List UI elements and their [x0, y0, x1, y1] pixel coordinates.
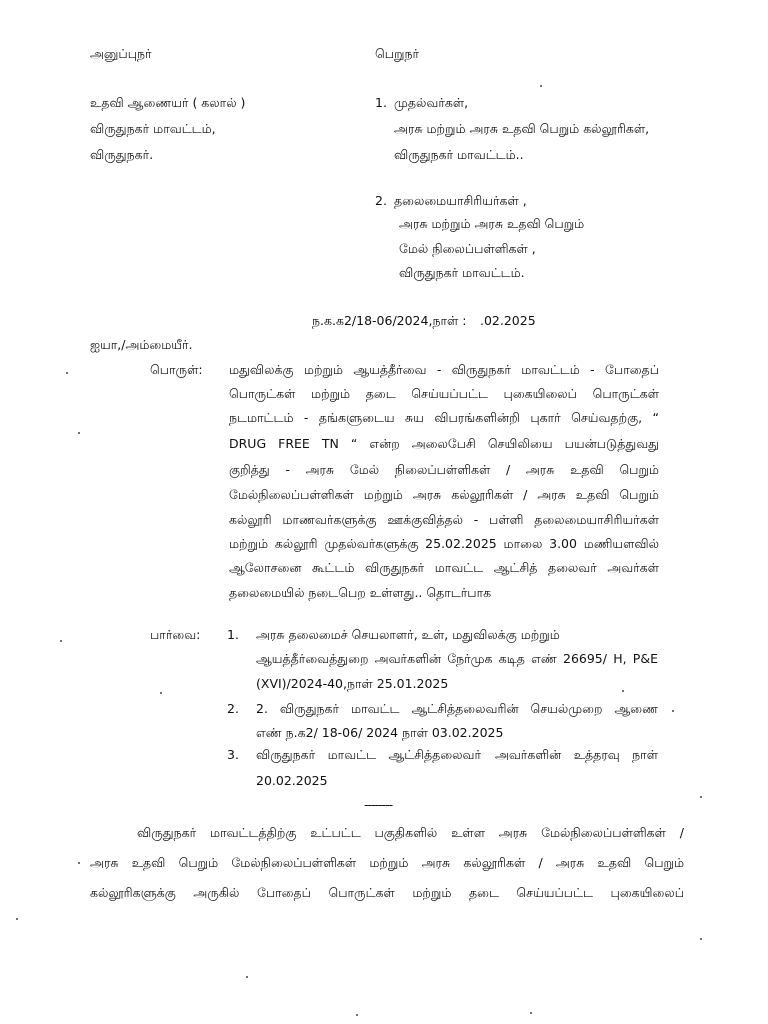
scan-speck: [160, 692, 162, 694]
text-line: விருதுநகர் மாவட்டத்திற்கு உட்பட்ட பகுதிகளில் உள்ள அரசு மேல்நிலைப்பள்ளிகள் /: [137, 825, 684, 840]
text-line: 2. விருதுநகர் மாவட்ட ஆட்சித்தலைவரின் செயல்முறை ஆணை: [256, 701, 658, 716]
recipient-line: அரசு மற்றும் அரசு உதவி பெறும்: [399, 216, 585, 231]
scan-speck: [60, 640, 62, 642]
reference-number: 2.: [227, 701, 239, 716]
text-line: அரசு தலைமைச் செயலாளர், உள், மதுவிலக்கு மற்றும்: [256, 627, 560, 642]
scan-speck: [246, 976, 248, 978]
reference-date: .02.2025: [480, 313, 536, 328]
scan-speck: [66, 372, 68, 374]
scan-speck: [78, 432, 80, 434]
text-line: விருதுநகர் மாவட்ட ஆட்சித்தலைவா் அவர்களின் உத்தரவு நாள்: [256, 747, 658, 762]
text-line: குறித்து - அரசு மேல் நிலைப்பள்ளிகள் / அரசு உதவி பெறும்: [229, 462, 659, 477]
text-line: மற்றும் கல்லூரி முதல்வர்களுக்கு 25.02.2025 மாலை 3.00 மணியளவில்: [229, 536, 659, 551]
text-line: மேல்நிலைப்பள்ளிகள் மற்றும் அரசு கல்லூரிகள் / அரசு உதவி பெறும்: [229, 487, 659, 502]
recipient-label: பெறுநர்: [375, 46, 420, 61]
text-line: எண் ந.க2/ 18-06/ 2024 நாள் 03.02.2025: [256, 725, 504, 740]
reference-number: 3.: [227, 747, 239, 762]
text-line: கல்லூரிகளுக்கு அருகில் போதைப் பொருட்கள் மற்றும் தடை செய்யப்பட்ட புகையிலைப்: [90, 885, 684, 900]
scan-speck: [672, 710, 674, 712]
subject-label: பொருள்:: [150, 362, 203, 377]
recipient-title: முதல்வர்கள்,: [394, 95, 469, 110]
text-line: பொருட்கள் மற்றும் தடை செய்யப்பட்ட புகையிலைப் பொருட்கள்: [229, 386, 659, 401]
scan-speck: [622, 690, 624, 692]
reference-number: 1.: [227, 627, 239, 642]
recipient-line: அரசு மற்றும் அரசு உதவி பெறும் கல்லூரிகள்,: [394, 121, 650, 136]
text-line: அரசு உதவி பெறும் மேல்நிலைப்பள்ளிகள் மற்றும் அரசு கல்லூரிகள் / அரசு உதவி பெறும்: [90, 855, 684, 870]
salutation: ஐயா,/அம்மையீர்.: [90, 337, 193, 352]
scan-speck: [78, 862, 80, 864]
sender-line: விருதுநகர் மாவட்டம்,: [90, 121, 216, 136]
text-line: நடமாட்டம் - தங்களுடைய சுய விபரங்களின்றி புகார் செய்வதற்கு, “: [229, 410, 659, 425]
text-line: தலைமையில் நடைபெற உள்ளது.. தொடர்பாக: [229, 585, 492, 600]
text-line: 20.02.2025: [256, 773, 328, 788]
scan-speck: [700, 938, 702, 940]
sender-line: விருதுநகர்.: [90, 147, 154, 162]
text-line: ஆலோசனை கூட்டம் விருதுநகர் மாவட்ட ஆட்சித் தலைவர் அவர்கள்: [229, 560, 659, 575]
separator: --------: [364, 797, 393, 812]
text-line: ஆயத்தீர்வைத்துறை அவர்களின் நேர்முக கடித எண் 26695/ H, P&E: [256, 651, 658, 666]
scan-speck: [540, 85, 542, 87]
references-label: பார்வை:: [150, 627, 201, 642]
recipient-line: மேல் நிலைப்பள்ளிகள் ,: [399, 241, 536, 256]
recipient-title: தலைமையாசிரியர்கள் ,: [394, 193, 527, 208]
recipient-number: 2.: [375, 193, 387, 208]
sender-label: அனுப்புநர்: [90, 46, 152, 61]
recipient-line: விருதுநகர் மாவட்டம்.: [399, 265, 525, 280]
text-line: (XVI)/2024-40,நாள் 25.01.2025: [256, 676, 449, 691]
scan-speck: [530, 1012, 532, 1014]
sender-line: உதவி ஆணையர் ( கலால் ): [90, 95, 246, 110]
reference-number: ந.க.க2/18-06/2024,நாள் :: [312, 313, 467, 328]
text-line: கல்லூரி மாணவர்களுக்கு ஊக்குவித்தல் - பள்ளி தலைமையாசிரியர்கள்: [229, 512, 659, 527]
scan-speck: [700, 796, 702, 798]
text-line: DRUG FREE TN “ என்ற அலைபேசி செயிலியை பயன்படுத்துவது: [229, 436, 659, 451]
scan-speck: [356, 1014, 358, 1016]
scan-speck: [16, 918, 18, 920]
recipient-number: 1.: [375, 95, 387, 110]
recipient-line: விருதுநகர் மாவட்டம்..: [394, 147, 524, 162]
text-line: மதுவிலக்கு மற்றும் ஆயத்தீர்வை - விருதுநகர் மாவட்டம் - போதைப்: [229, 362, 659, 377]
